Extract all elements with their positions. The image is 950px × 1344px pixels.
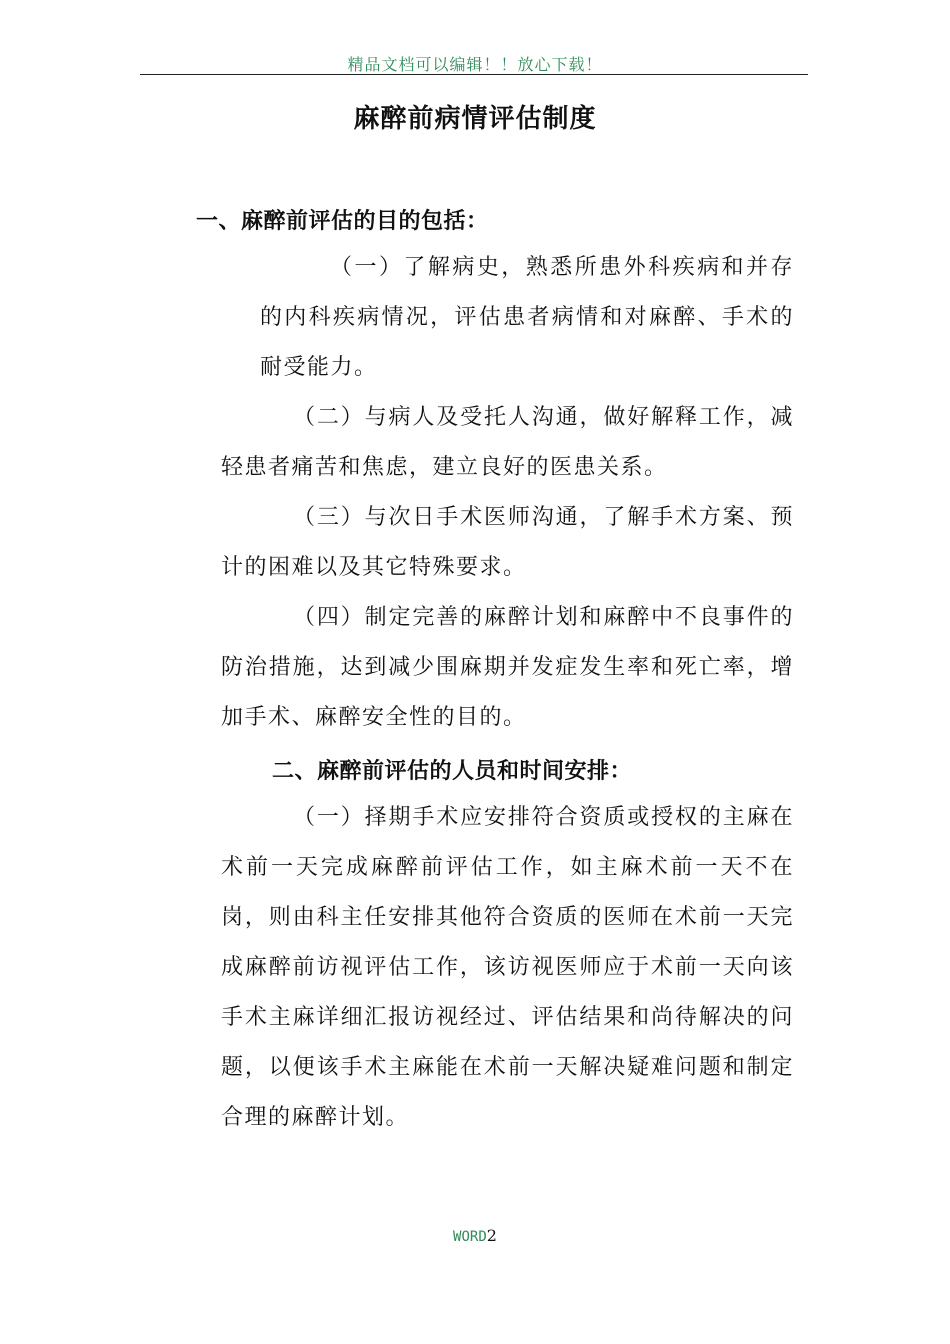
section-1-item-2: （二）与病人及受托人沟通，做好解释工作，减轻患者痛苦和焦虑，建立良好的医患关系。 (221, 405, 794, 480)
section-2-item-1: （一）择期手术应安排符合资质或授权的主麻在术前一天完成麻醉前评估工作，如主麻术前一天不在岗，则由科主任安排其他符合资质的医师在术前一天完成麻醉前访视评估工作，该访视医师应于术前一天向该手术主麻详细汇报访视经过、评估结果和尚待解决的问题，以便该手术主麻能在术前一天解决疑难问题和制定合理的麻醉计划。 (221, 805, 794, 1130)
footer-label: WORD (453, 1229, 487, 1245)
page-footer (0, 1226, 950, 1245)
section-1-heading: 一、麻醉前评估的目的包括： (196, 208, 489, 234)
section-2-heading: 二、麻醉前评估的人员和时间安排： (272, 758, 633, 784)
header-notice: 精品文档可以编辑！！放心下载！ (347, 55, 603, 74)
header-divider (140, 74, 808, 75)
page-number: 2 (486, 1226, 497, 1245)
section-1-item-3: （三）与次日手术医师沟通，了解手术方案、预计的困难以及其它特殊要求。 (221, 505, 794, 580)
document-title: 麻醉前病情评估制度 (353, 104, 597, 134)
section-1-item-1: （一）了解病史，熟悉所患外科疾病和并存的内科疾病情况，评估患者病情和对麻醉、手术的耐受能力。 (260, 255, 794, 380)
section-1-item-4: （四）制定完善的麻醉计划和麻醉中不良事件的防治措施，达到减少围麻期并发症发生率和死亡率，增加手术、麻醉安全性的目的。 (221, 605, 794, 730)
